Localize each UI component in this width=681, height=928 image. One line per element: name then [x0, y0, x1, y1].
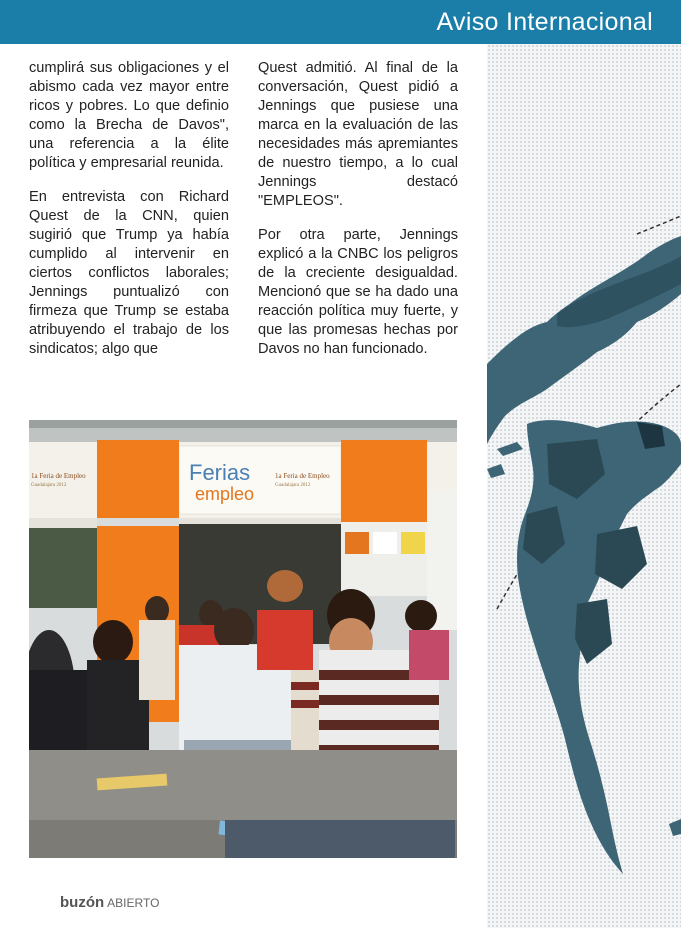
- paragraph: Por otra parte, Jennings explicó a la CNBC los peligros de la creciente desigualdad. Mencionó que se ha dado una reacción política muy fuerte, y que las promesas hechas por Davos no han funcionado.: [258, 227, 458, 357]
- section-title: Aviso Internacional: [436, 8, 653, 36]
- flight-path-line: [637, 216, 681, 234]
- article-column-left: [29, 59, 229, 374]
- island: [487, 464, 505, 478]
- sign-brand-bottom: empleo: [195, 484, 255, 504]
- sign-brand-top: Ferias: [189, 460, 251, 485]
- island: [669, 819, 681, 836]
- sign-right-line1: 1a Feria de Empleo: [31, 472, 86, 480]
- job-fair-photo: [29, 420, 457, 858]
- paragraph: En entrevista con Richard Quest de la CNN, quien sugirió que Trump ya había cumplido al intervenir en ciertos conflictos laborales; Jennings puntualizó con firmeza que Trump se estaba atribuyendo el trabajo de los sindicatos; algo que: [29, 189, 229, 357]
- sign-event-line1: 1a Feria de Empleo: [275, 472, 330, 480]
- brand-suffix: ABIERTO: [107, 896, 160, 910]
- paragraph: cumplirá sus obligaciones y el abismo cada vez mayor entre ricos y pobres. Lo que definio como la Brecha de Davos", una referencia a la élite política y empresarial reunida.: [29, 60, 229, 171]
- sign-right-line2: Guadalajara 2012: [31, 483, 67, 488]
- world-map-graphic: [487, 44, 681, 928]
- country-region: [595, 526, 647, 589]
- article-column-right: [258, 59, 458, 374]
- brand-name: buzón: [60, 894, 105, 911]
- footer-brand: [60, 894, 159, 911]
- paragraph: Quest admitió. Al final de la conversación, Quest pidió a Jennings que pusiese una marca en la evaluación de las necesidades más apremiantes de nuestro tiempo, a lo cual Jennings destacó "EMPLEOS".: [258, 60, 458, 209]
- north-america-landmass: [487, 236, 681, 444]
- island: [497, 442, 523, 456]
- country-region: [575, 599, 612, 664]
- sign-event-line2: Guadalajara 2012: [275, 483, 311, 488]
